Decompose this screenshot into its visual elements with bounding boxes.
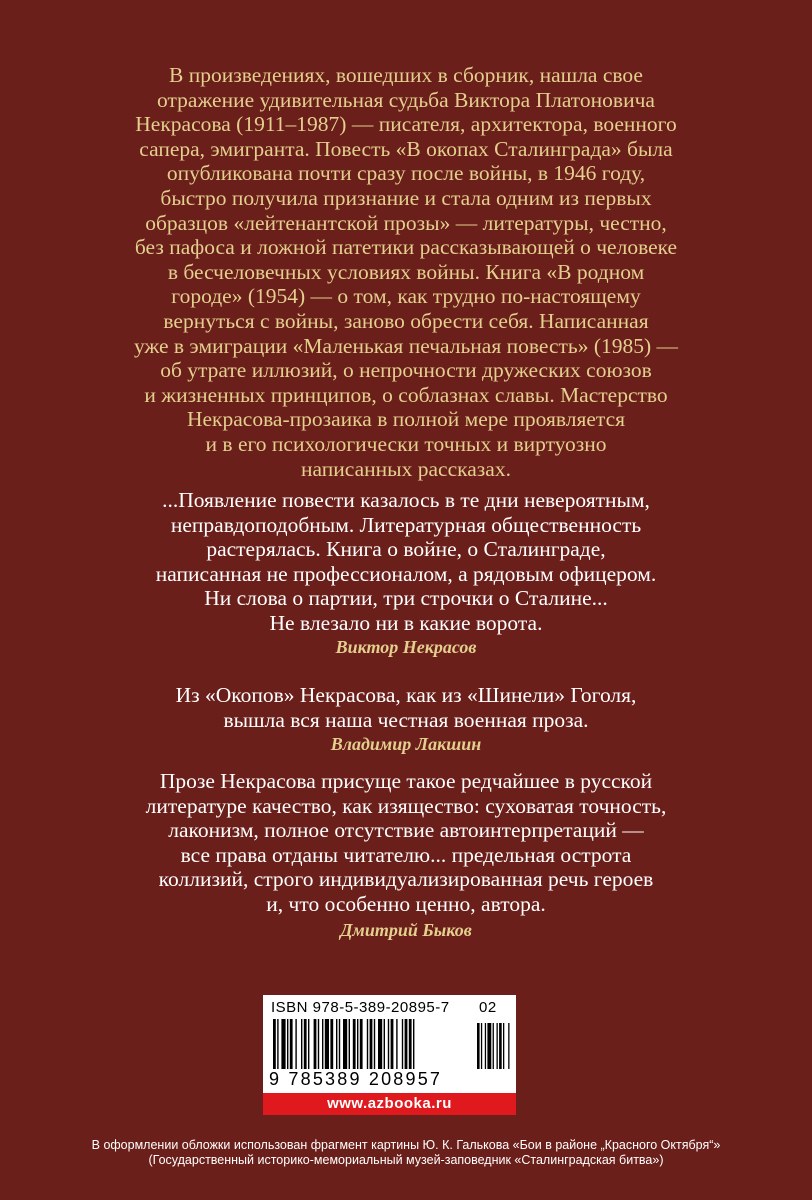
- quote-line: написанная не профессионалом, а рядовым офицером.: [155, 561, 657, 586]
- barcode-bar: [353, 1019, 356, 1075]
- barcode-addon-bar: [508, 1023, 509, 1075]
- barcode-bar: [301, 1019, 302, 1075]
- quote-line: ...Появление повести казалось в те дни невероятным,: [162, 488, 650, 512]
- quote-author: Дмитрий Быков: [340, 920, 472, 940]
- barcode-bar: [374, 1019, 375, 1075]
- cover-art-credit: [0, 1138, 812, 1168]
- quote-author: Владимир Лакшин: [330, 734, 482, 754]
- barcode-bar: [273, 1019, 276, 1075]
- barcode-addon-bar: [493, 1023, 494, 1075]
- publisher-url[interactable]: www.azbooka.ru: [263, 1093, 516, 1115]
- barcode-bar: [287, 1019, 288, 1075]
- isbn-label-row: [271, 999, 511, 1016]
- barcode-bar: [391, 1019, 394, 1075]
- quote-line: растерялась. Книга о войне, о Сталинграде,: [206, 537, 606, 562]
- isbn-barcode-box: [263, 995, 516, 1093]
- quote-line: Прозе Некрасова присуще такое редчайшее в русской: [159, 769, 653, 793]
- intro-line: образцов «лейтенантской прозы» — литературы, честно,: [145, 210, 667, 235]
- barcode-bar: [413, 1019, 414, 1075]
- intro-line: Некрасова (1911–1987) — писателя, архитектора, военного: [135, 112, 677, 137]
- intro-line: опубликована почти сразу после войны, в 1946 году,: [166, 161, 646, 186]
- isbn-addon: 02: [479, 999, 497, 1016]
- barcode-bar: [281, 1019, 285, 1075]
- quote-author: Виктор Некрасов: [335, 637, 477, 657]
- quote-line: Из «Окопов» Некрасова, как из «Шинели» Гоголя,: [175, 683, 637, 707]
- barcode-bar: [304, 1019, 307, 1075]
- intro-line: написанных рассказах.: [301, 456, 511, 481]
- quote-line: литературе качество, как изящество: суховатая точность,: [145, 793, 667, 818]
- quote-nekrasov: [0, 488, 812, 636]
- barcode-bar: [367, 1019, 368, 1075]
- barcode-bar: [402, 1019, 403, 1075]
- barcode-bar: [295, 1019, 296, 1075]
- barcode-addon-bar: [499, 1023, 502, 1075]
- barcode-bar: [290, 1019, 293, 1075]
- barcode-bar: [318, 1019, 319, 1075]
- barcode-addon-bar: [497, 1023, 498, 1075]
- intro-line: городе» (1954) — о том, как трудно по-настоящему: [171, 284, 641, 309]
- barcode-bar: [339, 1019, 340, 1075]
- quote-line: Ни слова о партии, три строчки о Сталине...: [204, 586, 608, 611]
- barcode-bar: [360, 1019, 363, 1075]
- intro-line: и в его психологически точных и виртуозно: [205, 431, 607, 456]
- quote-line: коллизий, строго индивидуализированная речь героев: [158, 867, 654, 892]
- intro-line: вернуться с войны, заново обрести себя. Написанная: [163, 308, 649, 333]
- intro-line: быстро получила признание и стала одним из первых: [160, 185, 652, 210]
- barcode-bar: [277, 1019, 278, 1075]
- quote-bykov: [0, 769, 812, 917]
- quote-line: Не влезало ни в какие ворота.: [269, 610, 543, 635]
- barcode-bar: [370, 1019, 373, 1075]
- barcode-bar: [314, 1019, 317, 1075]
- barcode-bar: [378, 1019, 382, 1075]
- credit-line: (Государственный историко-мемориальный музей-заповедник «Сталинградская битва»): [148, 1153, 664, 1167]
- barcode-bar: [396, 1019, 397, 1075]
- intro-line: об утрате иллюзий, о непрочности дружеских союзов: [160, 358, 652, 383]
- barcode-bar: [384, 1019, 385, 1075]
- barcode-addon-bar: [487, 1023, 491, 1075]
- barcode-bar: [357, 1019, 358, 1075]
- quote-lakshin: [0, 683, 812, 732]
- barcode-digits: 9 785389 208957: [269, 1069, 511, 1090]
- barcode-bar: [409, 1019, 412, 1075]
- barcode-bar: [322, 1019, 323, 1075]
- barcode-bar: [405, 1019, 408, 1075]
- quote-line: неправдоподобным. Литературная общественность: [170, 512, 642, 537]
- barcode-bar: [343, 1019, 347, 1075]
- quote-line: вышла вся наша честная военная проза.: [223, 707, 589, 732]
- isbn-label: ISBN 978-5-389-20895-7: [271, 999, 450, 1016]
- barcode-bar: [330, 1019, 333, 1075]
- quote-line: лаконизм, полное отсутствие автоинтерпретаций —: [168, 818, 644, 843]
- intro-line: сапера, эмигранта. Повесть «В окопах Сталинграда» была: [139, 136, 673, 161]
- barcode-bar: [349, 1019, 350, 1075]
- intro-line: уже в эмиграции «Маленькая печальная повесть» (1985) —: [133, 333, 679, 358]
- barcode-bar: [336, 1019, 337, 1075]
- barcode-addon-bar: [477, 1023, 480, 1075]
- intro-line: без пафоса и ложной патетики рассказывающей о человеке: [134, 235, 678, 260]
- quote-line: все права отданы читателю... предельная острота: [180, 842, 632, 867]
- intro-line: и жизненных принципов, о соблазнах славы. Мастерство: [144, 382, 668, 407]
- intro-line: В произведениях, вошедших в сборник, нашла свое: [169, 63, 643, 87]
- intro-paragraph: [0, 63, 812, 481]
- barcode-addon-bar: [503, 1023, 504, 1075]
- barcode-bar: [325, 1019, 329, 1075]
- barcode-bar: [388, 1019, 389, 1075]
- credit-line: В оформлении обложки использован фрагмент картины Ю. К. Галькова «Бои в районе „Красного Октября“»: [91, 1138, 721, 1152]
- intro-line: Некрасова-прозаика в полной мере проявляется: [186, 407, 626, 432]
- barcode-icon: [269, 1019, 511, 1075]
- barcode-addon-bar: [485, 1023, 486, 1075]
- intro-line: в бесчеловечных условиях войны. Книга «В родном: [167, 259, 645, 284]
- quote-line: и, что особенно ценно, автора.: [266, 891, 546, 916]
- barcode-bar: [308, 1019, 309, 1075]
- intro-line: отражение удивительная судьба Виктора Платоновича: [157, 87, 655, 112]
- barcode-addon-bar: [481, 1023, 482, 1075]
